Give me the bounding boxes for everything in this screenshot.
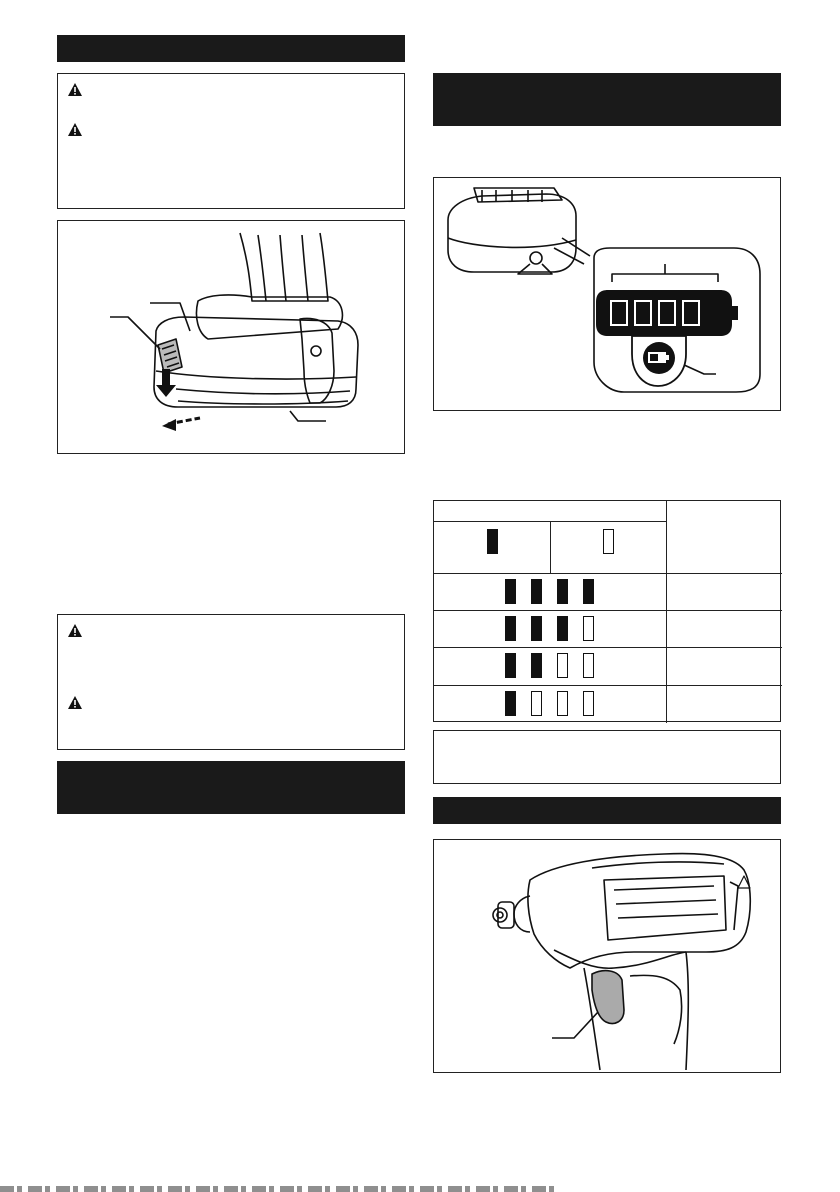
- indicator-off-legend: [603, 529, 614, 554]
- section-header-bar-install-battery: [57, 35, 405, 62]
- warning-triangle-icon: [67, 623, 83, 639]
- note-box: [433, 730, 781, 784]
- indicator-segment-lit: [557, 579, 568, 604]
- indicator-lit-legend: [487, 529, 498, 554]
- indicator-segment-off: [583, 616, 594, 641]
- impact-driver-illustration: [434, 840, 780, 1072]
- indicator-segment-lit: [583, 579, 594, 604]
- section-header-bar-indicating-capacity: [433, 73, 781, 126]
- indicator-segment-off: [557, 691, 568, 716]
- warning-triangle-icon: [67, 695, 83, 711]
- indicator-segment-lit: [531, 579, 542, 604]
- figure-switch-trigger: [433, 839, 781, 1073]
- indicator-segment-lit: [531, 616, 542, 641]
- warning-triangle-icon: [67, 122, 83, 138]
- indicator-segment-lit: [505, 691, 516, 716]
- indicator-segment-off: [583, 691, 594, 716]
- indicator-segment-lit: [505, 579, 516, 604]
- section-header-bar-battery-protection: [57, 761, 405, 814]
- figure-battery-removal: [57, 220, 405, 454]
- indicator-segment-lit: [505, 653, 516, 678]
- caution-box-middle: [57, 614, 405, 750]
- indicator-segment-lit: [531, 653, 542, 678]
- indicator-segment-off: [583, 653, 594, 678]
- indicator-segment-off: [557, 653, 568, 678]
- caution-box-top: [57, 73, 405, 209]
- indicator-segment-lit: [557, 616, 568, 641]
- indicator-segment-lit: [505, 616, 516, 641]
- warning-triangle-icon: [67, 82, 83, 98]
- indicator-table: [433, 500, 781, 722]
- battery-removal-illustration: [58, 221, 404, 453]
- indicator-segment-off: [531, 691, 542, 716]
- footer-line: [0, 1186, 560, 1192]
- figure-battery-indicator: [433, 177, 781, 411]
- battery-indicator-illustration: [434, 178, 780, 410]
- section-header-bar-switch-action: [433, 797, 781, 824]
